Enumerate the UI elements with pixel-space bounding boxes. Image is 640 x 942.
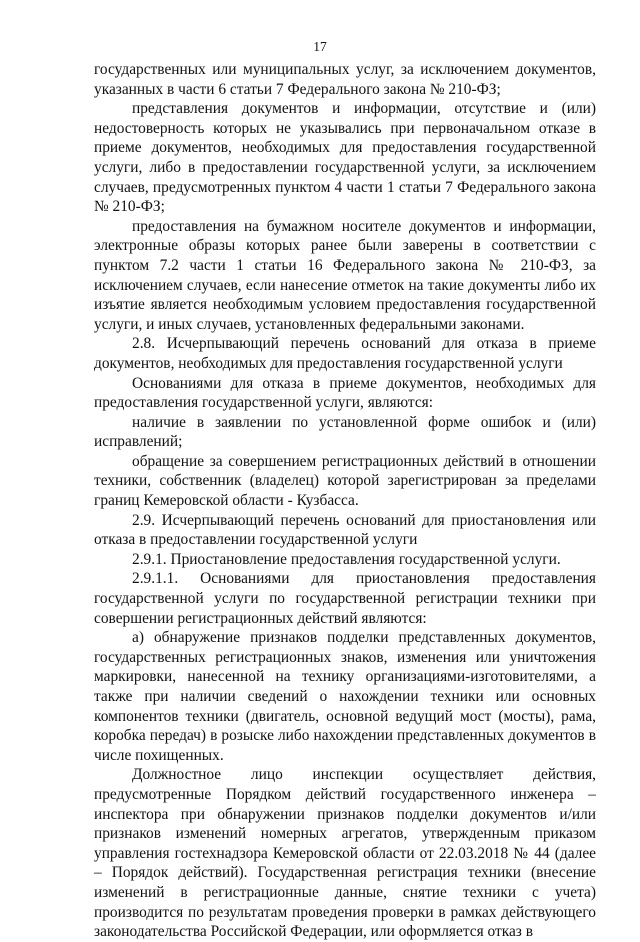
section-heading-2-9: 2.9. Исчерпывающий перечень оснований для приостановления или отказа в предоставлении государственной услуги	[94, 511, 596, 549]
page-number: 17	[313, 39, 327, 54]
paragraph: представления документов и информации, отсутствие и (или) недостоверность которых не указывались при первоначальном отказе в приеме документов, необходимых для предоставления государственной услуги, либо в предоставлении государственной услуги, за исключением случаев, предусмотренных пунктом 4 части 1 статьи 7 Федерального закона № 210-ФЗ;	[94, 100, 596, 216]
paragraph: наличие в заявлении по установленной форме ошибок и (или) исправлений;	[94, 413, 596, 451]
paragraph: Основаниями для отказа в приеме документов, необходимых для предоставления государственной услуги, являются:	[94, 374, 596, 412]
section-heading-2-8: 2.8. Исчерпывающий перечень оснований для отказа в приеме документов, необходимых для предоставления государственной услуги	[94, 335, 596, 372]
paragraph: 2.9.1.1. Основаниями для приостановления предоставления государственной услуги по государственной регистрации техники при совершении регистрационных действий являются:	[94, 570, 596, 627]
paragraph: предоставления на бумажном носителе документов и информации, электронные образы которых ранее были заверены в соответствии с пунктом 7.2 части 1 статьи 16 Федерального закона № 210-ФЗ, за исключением случаев, если нанесение отметок на такие документы либо их изъятие является необходимым условием предоставления государственной услуги, и иных случаев, установленных федеральными законами.	[94, 217, 596, 333]
paragraph: государственных или муниципальных услуг, за исключением документов, указанных в части 6 статьи 7 Федерального закона № 210-ФЗ;	[94, 61, 596, 98]
paragraph: а) обнаружение признаков подделки представленных документов, государственных регистрационных знаков, изменения или уничтожения маркировки, нанесенной на технику организациями-изготовителями, а также при наличии сведений о нахождении техники или основных компонентов техники (двигатель, основной ведущий мост (мосты), рама, коробка передач) в розыске либо нахождении представленных документов в числе похищенных.	[94, 629, 596, 764]
document-body	[94, 60, 596, 942]
section-heading-2-9-1: 2.9.1. Приостановление предоставления государственной услуги.	[132, 550, 561, 568]
paragraph-last: Должностное лицо инспекции осуществляет действия, предусмотренные Порядком действий государственного инженера – инспектора при обнаружении признаков подделки документов и/или признаков изменений номерных агрегатов, утвержденным приказом управления гостехнадзора Кемеровской области от 22.03.2018 № 44 (далее – Порядок действий). Государственная регистрация техники (внесение изменений в регистрационные данные, снятие техники с учета) производится по результатам проведения проверки в рамках действующего законодательства Российской Федерации, или оформляется отказ в	[94, 766, 596, 941]
paragraph: обращение за совершением регистрационных действий в отношении техники, собственник (владелец) которой зарегистрирован за пределами границ Кемеровской области - Кузбасса.	[94, 452, 596, 510]
